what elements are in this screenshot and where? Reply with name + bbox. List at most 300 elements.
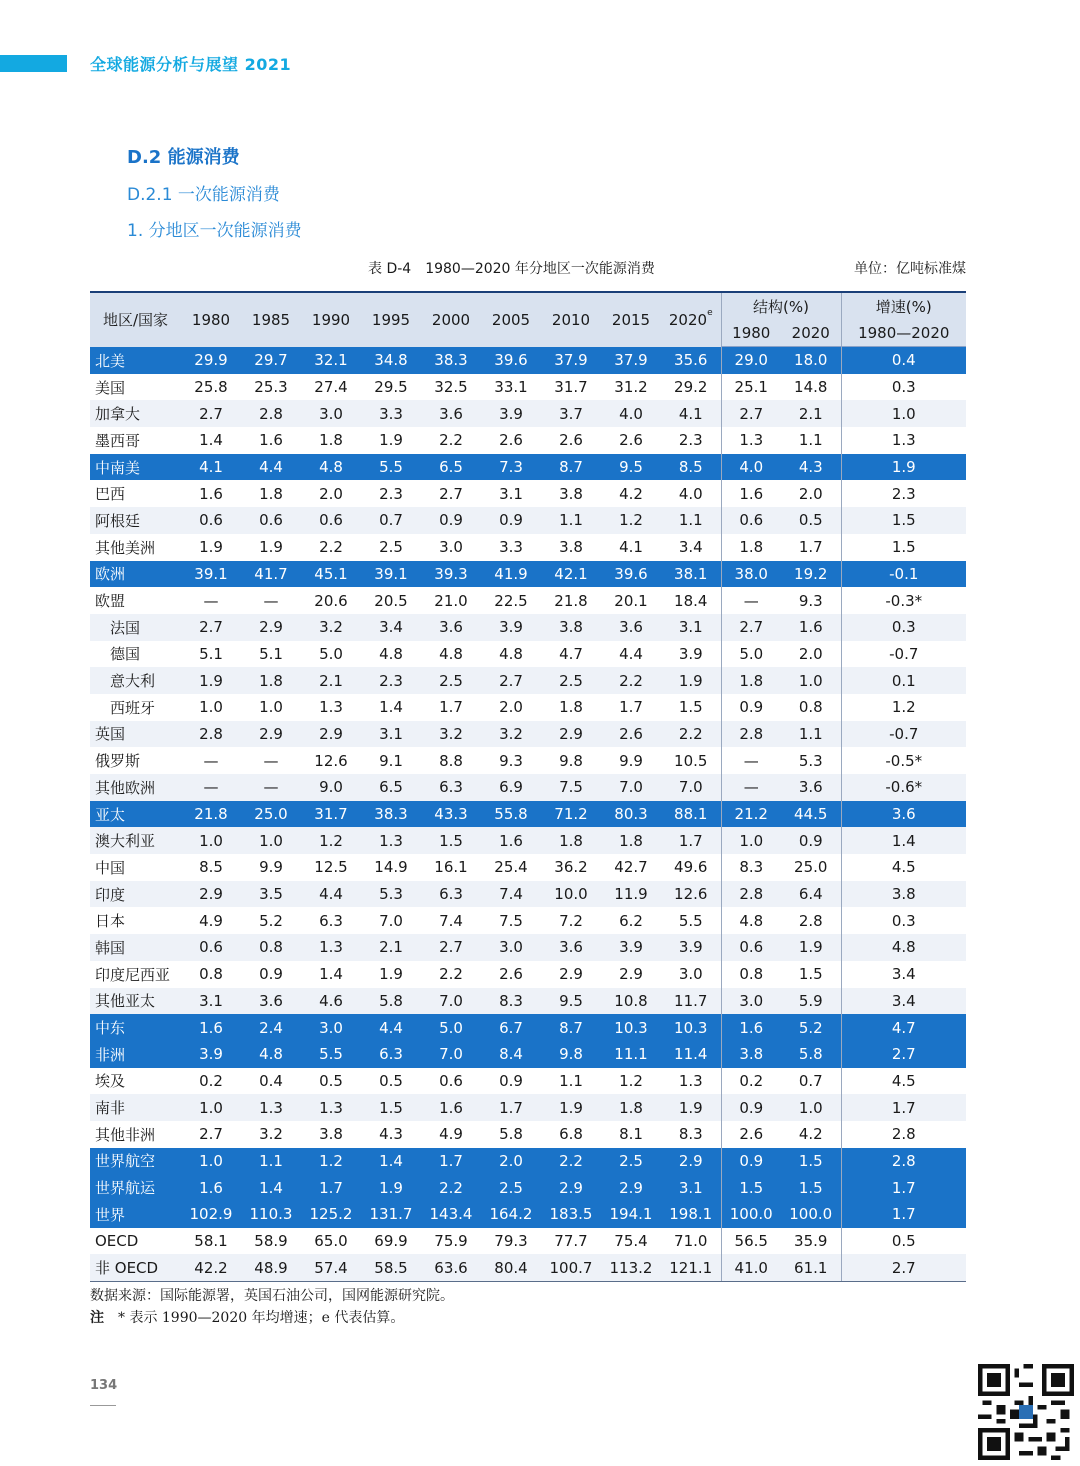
table-cell: 2.2 [319, 538, 343, 557]
table-cell: 194.1 [601, 1201, 661, 1228]
row-label: 西班牙 [110, 698, 156, 717]
table-cell: 20.5 [374, 591, 408, 610]
table-cell: 25.4 [494, 858, 528, 877]
table-cell: 2.5 [379, 538, 403, 557]
table-cell: 4.0 [601, 400, 661, 427]
table-cell: 6.2 [619, 911, 643, 930]
table-row [90, 827, 966, 854]
table-cell: 1.1 [781, 721, 841, 748]
table-cell: 2.9 [619, 965, 643, 984]
header-year: 1990 [301, 292, 361, 347]
subsection-heading: D.2.1 一次能源消费 [127, 185, 280, 205]
table-cell: 1.8 [721, 667, 781, 694]
table-cell: 1.9 [361, 1174, 421, 1201]
row-label: 美国 [95, 378, 126, 397]
table-cell: 4.1 [619, 538, 643, 557]
table-row [90, 1148, 966, 1175]
table-cell: 3.3 [499, 538, 523, 557]
table-cell: 3.8 [559, 538, 583, 557]
table-cell: — [203, 591, 219, 610]
row-label: 南非 [90, 1094, 181, 1121]
table-cell: 21.0 [434, 591, 468, 610]
table-row [90, 774, 966, 801]
table-cell: 39.6 [481, 347, 541, 374]
header-year-2020: 2020 [668, 310, 708, 329]
table-cell: 5.9 [781, 988, 841, 1015]
table-cell: 0.9 [259, 965, 283, 984]
table-cell: 1.6 [199, 484, 223, 503]
table-cell: 0.5 [379, 1071, 403, 1090]
estimate-mark: e [707, 307, 713, 318]
table-cell: 2.2 [439, 431, 463, 450]
table-cell: 1.5 [361, 1094, 421, 1121]
table-cell: 1.3 [678, 1071, 703, 1090]
table-row [90, 400, 966, 427]
table-cell: 2.7 [181, 400, 241, 427]
table-cell: 10.8 [601, 988, 661, 1015]
table-cell: 8.4 [481, 1041, 541, 1068]
table-cell: 2.2 [541, 1148, 601, 1175]
table-cell: 2.7 [439, 484, 463, 503]
table-cell: 1.8 [241, 667, 301, 694]
table-cell: 1.8 [541, 827, 601, 854]
table-cell: 21.8 [554, 591, 588, 610]
table-cell: 1.6 [721, 1014, 781, 1041]
header-year: 2000 [421, 292, 481, 347]
table-cell: 3.6 [781, 774, 841, 801]
table-row [90, 534, 966, 561]
table-cell: 6.3 [421, 774, 481, 801]
table-cell: 0.9 [781, 827, 841, 854]
table-cell: 2.0 [319, 484, 343, 503]
table-cell: 3.0 [721, 988, 781, 1015]
table-cell: 11.9 [601, 881, 661, 908]
header-growth-period: 1980—2020 [841, 320, 966, 347]
table-cell: 7.2 [559, 911, 583, 930]
table-cell: 2.7 [721, 614, 781, 641]
table-cell: 3.9 [678, 644, 703, 663]
table-caption: 表 D-4 1980—2020 年分地区一次能源消费 [368, 261, 655, 277]
table-cell: 58.9 [254, 1232, 288, 1251]
table-cell: 3.8 [841, 881, 966, 908]
table-cell: 1.7 [798, 538, 823, 557]
table-cell: 34.8 [361, 347, 421, 374]
table-cell: 1.1 [241, 1148, 301, 1175]
table-cell: 61.1 [781, 1254, 841, 1281]
table-cell: 0.8 [241, 934, 301, 961]
table-cell: 6.3 [361, 1041, 421, 1068]
table-cell: 3.9 [181, 1041, 241, 1068]
table-cell: 1.4 [199, 431, 223, 450]
table-cell: 1.0 [721, 827, 781, 854]
table-cell: 4.8 [499, 644, 523, 663]
table-cell: 2.9 [181, 881, 241, 908]
row-label: 意大利 [90, 667, 181, 694]
table-cell: 4.8 [439, 644, 463, 663]
table-cell: 3.1 [181, 988, 241, 1015]
table-cell: 8.5 [199, 858, 223, 877]
table-cell: 5.5 [678, 911, 703, 930]
table-cell: 2.6 [499, 431, 523, 450]
table-cell: 1.7 [439, 698, 463, 717]
table-cell: 131.7 [361, 1201, 421, 1228]
table-cell: 125.2 [301, 1201, 361, 1228]
table-cell: 3.0 [481, 934, 541, 961]
table-cell: 0.1 [841, 667, 966, 694]
table-note [90, 1307, 404, 1327]
table-cell: 80.3 [601, 801, 661, 828]
table-cell: 27.4 [314, 378, 348, 397]
table-cell: 37.9 [541, 347, 601, 374]
row-label: 欧盟 [95, 592, 126, 611]
table-cell: 77.7 [554, 1232, 588, 1251]
table-cell: 3.4 [841, 988, 966, 1015]
table-cell: 37.9 [601, 347, 661, 374]
table-cell: 1.8 [319, 431, 343, 450]
table-cell: 9.9 [259, 858, 283, 877]
table-cell: 3.9 [661, 934, 721, 961]
table-cell: 3.8 [559, 484, 583, 503]
table-cell: -0.7 [841, 721, 966, 748]
table-cell: 48.9 [241, 1254, 301, 1281]
table-row [90, 1201, 966, 1228]
header-structure-year: 1980 [721, 320, 781, 347]
table-cell: 1.0 [841, 400, 966, 427]
table-cell: 4.1 [181, 454, 241, 481]
table-cell: 3.0 [301, 1014, 361, 1041]
row-label: 德国 [110, 645, 141, 664]
table-row [90, 747, 966, 774]
table-cell: 1.8 [559, 698, 583, 717]
table-cell: 45.1 [301, 561, 361, 588]
table-cell: 0.9 [421, 507, 481, 534]
table-cell: 1.9 [541, 1094, 601, 1121]
table-cell: 4.4 [301, 881, 361, 908]
table-cell: 1.8 [259, 484, 283, 503]
table-cell: 5.5 [301, 1041, 361, 1068]
table-cell: 36.2 [554, 858, 588, 877]
table-cell: 2.7 [481, 667, 541, 694]
table-cell: 100.7 [541, 1254, 601, 1281]
table-cell: — [263, 751, 279, 770]
table-cell: 7.0 [421, 988, 481, 1015]
table-cell: 3.1 [361, 721, 421, 748]
table-cell: 21.2 [721, 801, 781, 828]
table-row [90, 641, 966, 668]
table-cell: 39.3 [421, 561, 481, 588]
table-cell: 5.0 [421, 1014, 481, 1041]
table-cell: 8.3 [481, 988, 541, 1015]
table-cell: 3.9 [481, 400, 541, 427]
table-cell: 6.7 [481, 1014, 541, 1041]
table-row [90, 427, 966, 454]
table-cell: 8.7 [541, 454, 601, 481]
table-cell: 1.2 [841, 694, 966, 721]
table-cell: 2.8 [841, 1148, 966, 1175]
table-cell: 1.0 [181, 1148, 241, 1175]
table-cell: 4.2 [798, 1125, 823, 1144]
table-cell: 9.1 [379, 751, 403, 770]
table-cell: 100.0 [721, 1201, 781, 1228]
table-cell: 1.5 [798, 965, 823, 984]
row-label: 俄罗斯 [95, 752, 141, 771]
table-cell: 0.9 [499, 1071, 523, 1090]
table-cell: 1.2 [301, 1148, 361, 1175]
table-cell: 1.0 [181, 827, 241, 854]
table-cell: 1.5 [421, 827, 481, 854]
table-cell: 3.6 [241, 988, 301, 1015]
table-cell: 110.3 [241, 1201, 301, 1228]
table-cell: 7.0 [421, 1041, 481, 1068]
table-cell: 10.3 [601, 1014, 661, 1041]
table-cell: 42.2 [181, 1254, 241, 1281]
table-cell: 2.9 [541, 721, 601, 748]
table-cell: 42.1 [541, 561, 601, 588]
table-cell: 121.1 [661, 1254, 721, 1281]
row-label: 其他美洲 [95, 538, 156, 557]
table-cell: 9.5 [601, 454, 661, 481]
table-cell: 2.0 [499, 698, 523, 717]
table-cell: 3.1 [661, 614, 721, 641]
table-cell: 0.2 [721, 1068, 781, 1095]
table-cell: 6.9 [481, 774, 541, 801]
row-label: 法国 [90, 614, 181, 641]
table-cell: 12.5 [314, 858, 348, 877]
table-cell: 2.1 [361, 934, 421, 961]
table-cell: 1.0 [781, 1094, 841, 1121]
table-row [90, 587, 966, 614]
table-cell: 71.0 [674, 1232, 708, 1251]
table-cell: 1.3 [241, 1094, 301, 1121]
row-label: OECD [95, 1232, 139, 1251]
row-label: 欧洲 [90, 561, 181, 588]
table-cell: 35.6 [661, 347, 721, 374]
table-cell: 39.1 [181, 561, 241, 588]
table-cell: 25.8 [194, 378, 228, 397]
table-cell: 14.8 [794, 378, 828, 397]
table-cell: 9.0 [301, 774, 361, 801]
table-cell: 1.1 [541, 507, 601, 534]
header-year-estimate [661, 292, 721, 347]
row-label: 埃及 [95, 1072, 126, 1091]
table-cell: 1.0 [181, 1094, 241, 1121]
table-cell: 1.7 [661, 827, 721, 854]
table-cell: 2.0 [481, 1148, 541, 1175]
header-growth: 增速(%) [841, 292, 966, 320]
table-row [90, 907, 966, 934]
table-cell: — [721, 774, 781, 801]
table-cell: 0.9 [721, 694, 781, 721]
table-cell: 2.7 [841, 1041, 966, 1068]
row-label: 非 OECD [90, 1254, 181, 1281]
row-label: 其他欧洲 [90, 774, 181, 801]
table-cell: 3.7 [541, 400, 601, 427]
table-cell: 5.0 [319, 644, 343, 663]
table-cell: 2.2 [601, 667, 661, 694]
table-cell: 1.6 [181, 1014, 241, 1041]
table-cell: 1.7 [301, 1174, 361, 1201]
table-cell: 3.4 [361, 614, 421, 641]
table-cell: 3.4 [678, 538, 703, 557]
table-cell: 4.7 [559, 644, 583, 663]
table-cell: 2.2 [661, 721, 721, 748]
table-cell: 2.6 [559, 431, 583, 450]
table-cell: 10.5 [674, 751, 708, 770]
table-cell: 1.6 [181, 1174, 241, 1201]
table-cell: 2.9 [559, 965, 583, 984]
table-cell: — [721, 587, 781, 614]
table-cell: 4.7 [841, 1014, 966, 1041]
table-cell: 2.9 [601, 1174, 661, 1201]
header-year: 2005 [481, 292, 541, 347]
table-cell: 1.3 [361, 827, 421, 854]
table-cell: 25.3 [254, 378, 288, 397]
table-cell: 0.6 [301, 507, 361, 534]
header-region: 地区/国家 [90, 292, 181, 347]
table-row [90, 561, 966, 588]
table-cell: 0.4 [841, 347, 966, 374]
table-row [90, 374, 966, 401]
table-cell: 0.6 [439, 1071, 463, 1090]
table-cell: 4.4 [241, 454, 301, 481]
table-row [90, 614, 966, 641]
table-cell: 4.0 [721, 454, 781, 481]
table-cell: 2.6 [619, 431, 643, 450]
row-label: 世界 [90, 1201, 181, 1228]
table-cell: 2.7 [181, 614, 241, 641]
table-cell: 1.9 [181, 667, 241, 694]
table-cell: 8.7 [541, 1014, 601, 1041]
table-cell: 0.3 [841, 374, 966, 401]
table-row [90, 480, 966, 507]
table-cell: 1.7 [481, 1094, 541, 1121]
table-cell: 3.8 [319, 1125, 343, 1144]
table-cell: 58.5 [361, 1254, 421, 1281]
table-cell: 6.5 [421, 454, 481, 481]
table-cell: 7.4 [439, 911, 463, 930]
table-cell: 1.2 [619, 1071, 643, 1090]
table-cell: 3.6 [541, 934, 601, 961]
table-cell: 5.8 [361, 988, 421, 1015]
table-cell: 2.3 [379, 484, 403, 503]
row-label: 其他亚太 [90, 988, 181, 1015]
table-cell: 11.1 [601, 1041, 661, 1068]
table-cell: -0.3* [841, 587, 966, 614]
table-row [90, 988, 966, 1015]
page-number: 134 [90, 1378, 118, 1393]
row-label: 加拿大 [90, 400, 181, 427]
table-cell: 25.1 [721, 374, 781, 401]
table-row [90, 801, 966, 828]
table-cell: 56.5 [721, 1228, 781, 1255]
table-cell: 2.9 [241, 721, 301, 748]
table-cell: 1.5 [841, 534, 966, 561]
table-cell: 2.0 [798, 644, 823, 663]
table-cell: 79.3 [494, 1232, 528, 1251]
table-cell: 1.4 [379, 698, 403, 717]
table-cell: 0.5 [319, 1071, 343, 1090]
table-cell: 1.6 [781, 614, 841, 641]
row-label: 印度 [90, 881, 181, 908]
table-cell: 5.8 [499, 1125, 523, 1144]
table-cell: 38.1 [661, 561, 721, 588]
table-row [90, 1068, 966, 1095]
table-cell: 7.0 [661, 774, 721, 801]
table-cell: 1.3 [319, 698, 343, 717]
table-row [90, 347, 966, 374]
table-cell: 0.5 [781, 507, 841, 534]
table-cell: 4.2 [619, 484, 643, 503]
table-unit: 单位：亿吨标准煤 [854, 261, 966, 277]
table-cell: 0.5 [841, 1228, 966, 1255]
table-cell: -0.1 [841, 561, 966, 588]
table-cell: 31.7 [554, 378, 588, 397]
table-cell: 3.3 [361, 400, 421, 427]
table-cell: 1.4 [841, 827, 966, 854]
table-cell: -0.7 [841, 641, 966, 668]
table-cell: 1.0 [259, 698, 283, 717]
table-cell: 1.2 [301, 827, 361, 854]
table-cell: 80.4 [481, 1254, 541, 1281]
header-year: 1995 [361, 292, 421, 347]
table-cell: 1.9 [661, 667, 721, 694]
table-cell: 0.2 [199, 1071, 223, 1090]
table-cell: 0.8 [798, 698, 823, 717]
table-cell: 18.0 [781, 347, 841, 374]
page-rule [90, 1405, 116, 1406]
table-row [90, 1228, 966, 1255]
table-cell: 6.5 [361, 774, 421, 801]
table-cell: 2.9 [661, 1148, 721, 1175]
table-cell: 20.1 [614, 591, 648, 610]
table-cell: 2.5 [421, 667, 481, 694]
table-cell: 8.1 [619, 1125, 643, 1144]
table-cell: 4.8 [301, 454, 361, 481]
table-cell: 1.7 [421, 1148, 481, 1175]
table-cell: 183.5 [541, 1201, 601, 1228]
table-cell: 0.3 [841, 614, 966, 641]
table-cell: — [263, 591, 279, 610]
table-cell: 3.0 [678, 965, 703, 984]
subsubsection-heading: 1. 分地区一次能源消费 [127, 221, 302, 241]
table-cell: 32.5 [434, 378, 468, 397]
table-cell: 8.8 [439, 751, 463, 770]
table-row [90, 694, 966, 721]
data-source: 数据来源：国际能源署，英国石油公司，国网能源研究院。 [90, 1288, 454, 1304]
table-cell: 3.8 [541, 614, 601, 641]
energy-consumption-table [90, 291, 966, 1282]
table-cell: 65.0 [314, 1232, 348, 1251]
table-cell: — [721, 747, 781, 774]
table-cell: 3.9 [481, 614, 541, 641]
table-cell: 1.3 [301, 1094, 361, 1121]
table-cell: -0.6* [841, 774, 966, 801]
table-cell: — [181, 774, 241, 801]
table-cell: 2.8 [798, 911, 823, 930]
table-cell: 0.8 [721, 961, 781, 988]
table-row [90, 1254, 966, 1281]
table-row [90, 454, 966, 481]
table-cell: 31.2 [614, 378, 648, 397]
table-cell: 41.7 [241, 561, 301, 588]
table-cell: 198.1 [661, 1201, 721, 1228]
header-year: 2015 [601, 292, 661, 347]
table-cell: 1.6 [259, 431, 283, 450]
table-cell: 5.2 [781, 1014, 841, 1041]
table-cell: 102.9 [181, 1201, 241, 1228]
table-cell: 1.0 [781, 667, 841, 694]
table-cell: 1.1 [559, 1071, 583, 1090]
